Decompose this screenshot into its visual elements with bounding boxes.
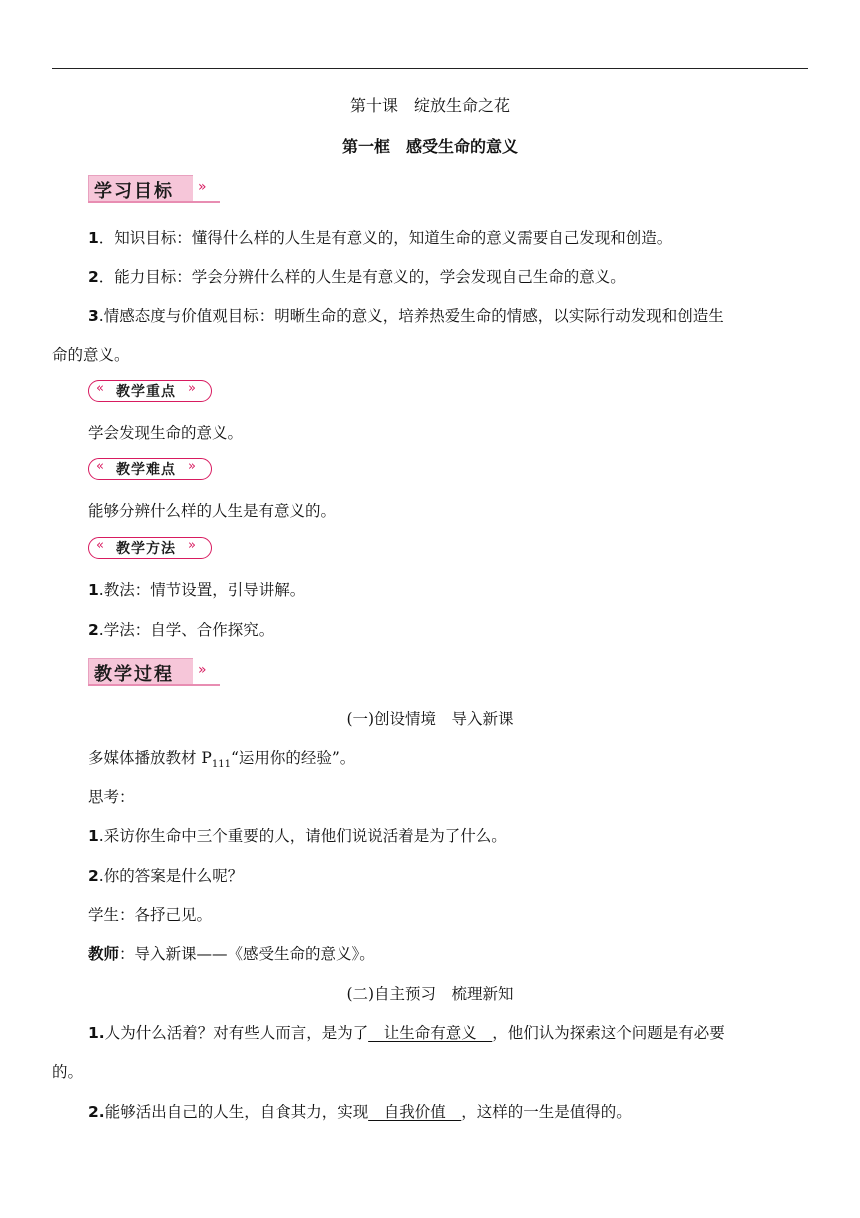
process-header-label: 教学过程 xyxy=(94,664,174,685)
double-arrow-right-icon: » xyxy=(188,459,196,474)
key-points-header-label: 教学重点 xyxy=(116,384,176,400)
section-title: 第一框 感受生命的意义 xyxy=(341,137,518,156)
part1-title: (一)创设情境 导入新课 xyxy=(346,710,514,728)
double-arrow-left-icon: « xyxy=(96,538,104,553)
goals-header xyxy=(88,175,220,203)
difficulties-text: 能够分辨什么样的人生是有意义的。 xyxy=(88,502,337,520)
double-arrow-left-icon: « xyxy=(96,459,104,474)
intro-text: 多媒体播放教材 $P_{111}“$运用你的经验”。 xyxy=(88,749,356,771)
key-points-text: 学会发现生命的意义。 xyxy=(88,424,244,442)
question-1: 1.采访你生命中三个重要的人，请他们说说活着是为了什么。 xyxy=(88,827,507,845)
student-line: 学生：各抒己见。 xyxy=(88,906,213,924)
teacher-line: 教师：导入新课——《感受生命的意义》。 xyxy=(88,945,375,963)
method-item-2: 2.学法：自学、合作探究。 xyxy=(88,621,275,639)
method-item-1: 1.教法：情节设置，引导讲解。 xyxy=(88,581,306,599)
double-arrow-right-icon: » xyxy=(198,662,207,678)
methods-header-label: 教学方法 xyxy=(116,541,176,557)
preview-item-1-cont: 的。 xyxy=(52,1063,84,1081)
difficulties-header xyxy=(88,458,212,480)
double-arrow-right-icon: » xyxy=(188,538,196,553)
part2-title: (二)自主预习 梳理新知 xyxy=(346,985,514,1003)
key-points-header xyxy=(88,380,212,402)
preview-item-2: 2.能够活出自己的人生，自食其力，实现__自我价值__，这样的一生是值得的。 xyxy=(88,1103,632,1121)
goal-item-3-cont: 命的意义。 xyxy=(52,346,130,364)
difficulties-header-label: 教学难点 xyxy=(116,462,176,478)
think-label: 思考： xyxy=(88,788,135,806)
goal-item-2: 2．能力目标：学会分辨什么样的人生是有意义的，学会发现自己生命的意义。 xyxy=(88,268,626,286)
lesson-title: 第十课 绽放生命之花 xyxy=(349,96,510,115)
top-rule xyxy=(52,68,808,69)
goal-item-1: 1．知识目标：懂得什么样的人生是有意义的，知道生命的意义需要自己发现和创造。 xyxy=(88,229,673,247)
goals-header-label: 学习目标 xyxy=(94,181,174,202)
double-arrow-right-icon: » xyxy=(198,179,207,195)
double-arrow-right-icon: » xyxy=(188,381,196,396)
double-arrow-left-icon: « xyxy=(96,381,104,396)
methods-header xyxy=(88,537,212,559)
question-2: 2.你的答案是什么呢？ xyxy=(88,867,244,885)
process-header xyxy=(88,658,220,686)
preview-item-1: 1.人为什么活着？对有些人而言，是为了__让生命有意义__，他们认为探索这个问题是有必要 xyxy=(88,1024,725,1042)
goal-item-3: 3.情感态度与价值观目标：明晰生命的意义，培养热爱生命的情感，以实际行动发现和创造生 xyxy=(88,307,724,325)
